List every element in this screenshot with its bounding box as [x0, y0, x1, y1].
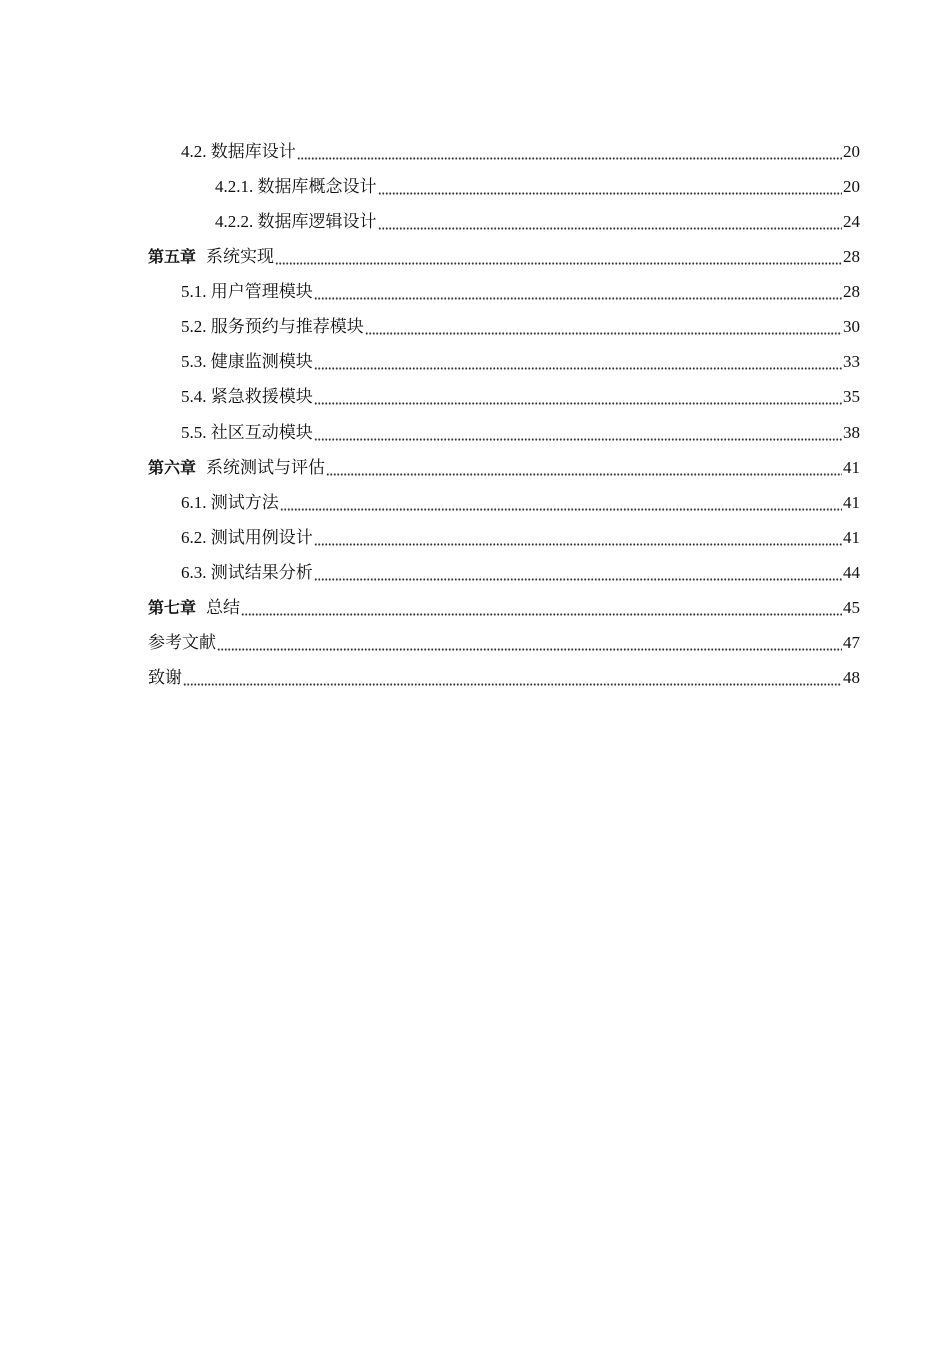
toc-entry-title: 4.2.1. 数据库概念设计: [215, 177, 377, 197]
toc-entry[interactable]: [148, 309, 860, 344]
toc-entry-label: [148, 660, 182, 695]
toc-page-number: 47: [843, 632, 860, 652]
toc-entry-label: [148, 239, 274, 274]
toc-entry-label: [148, 450, 325, 485]
toc-page-number: 45: [843, 597, 860, 617]
dot-leader: [183, 660, 842, 695]
toc-entry-label: [148, 625, 216, 660]
toc-entry-label: [148, 590, 240, 625]
toc-entry-label: [181, 555, 313, 590]
dot-leader: [217, 625, 842, 660]
toc-page-number: 35: [843, 387, 860, 407]
toc-entry[interactable]: [148, 590, 860, 625]
toc-page-number: 20: [843, 142, 860, 162]
toc-entry-title: 6.1. 测试方法: [181, 492, 279, 512]
toc-entry-title: 6.3. 测试结果分析: [181, 562, 313, 582]
toc-entry-label: [181, 134, 296, 169]
toc-entry-title: 总结: [206, 597, 241, 617]
toc-entry[interactable]: [148, 555, 860, 590]
dot-leader: [365, 309, 842, 344]
toc-entry-title: 5.2. 服务预约与推荐模块: [181, 317, 364, 337]
toc-entry-title: 5.3. 健康监测模块: [181, 352, 313, 372]
toc-entry-label: [215, 204, 377, 239]
toc-chapter-number: 第五章: [148, 247, 197, 267]
toc-entry-label: [181, 274, 313, 309]
toc-page-number: 44: [843, 562, 860, 582]
toc-page-number: 24: [843, 212, 860, 232]
toc-page-number: 41: [843, 457, 860, 477]
dot-leader: [378, 204, 843, 239]
toc-page-number: 30: [843, 317, 860, 337]
dot-leader: [314, 344, 842, 379]
toc-entry[interactable]: [148, 415, 860, 450]
dot-leader: [378, 169, 843, 204]
toc-entry[interactable]: [148, 169, 860, 204]
toc-page-number: 48: [843, 667, 860, 687]
toc-entry[interactable]: [148, 485, 860, 520]
toc-page-number: 41: [843, 527, 860, 547]
toc-entry-label: [181, 485, 279, 520]
toc-chapter-number: 第六章: [148, 457, 197, 477]
toc-entry[interactable]: [148, 450, 860, 485]
toc-page-number: 20: [843, 177, 860, 197]
toc-page-number: 41: [843, 492, 860, 512]
dot-leader: [280, 485, 842, 520]
toc-page-number: 28: [843, 282, 860, 302]
toc-entry[interactable]: [148, 344, 860, 379]
toc-entry-title: 致谢: [148, 667, 182, 687]
toc-entry-title: 系统实现: [206, 247, 275, 267]
toc-entry[interactable]: [148, 274, 860, 309]
toc-chapter-number: 第七章: [148, 597, 197, 617]
toc-entry[interactable]: [148, 134, 860, 169]
toc-entry[interactable]: [148, 660, 860, 695]
dot-leader: [275, 239, 842, 274]
toc-entry-label: [181, 520, 313, 555]
table-of-contents: [148, 134, 860, 695]
toc-entry-title: 系统测试与评估: [206, 457, 326, 477]
dot-leader: [314, 415, 842, 450]
dot-leader: [314, 274, 842, 309]
toc-entry-label: [181, 344, 313, 379]
toc-entry-title: 参考文献: [148, 632, 216, 652]
toc-page-number: 33: [843, 352, 860, 372]
toc-page-number: 38: [843, 422, 860, 442]
toc-entry-title: 6.2. 测试用例设计: [181, 527, 313, 547]
toc-entry[interactable]: [148, 625, 860, 660]
dot-leader: [314, 520, 842, 555]
toc-entry-label: [181, 379, 313, 414]
toc-entry[interactable]: [148, 204, 860, 239]
dot-leader: [314, 555, 842, 590]
toc-entry-title: 4.2.2. 数据库逻辑设计: [215, 212, 377, 232]
toc-entry-label: [181, 415, 313, 450]
toc-entry-label: [215, 169, 377, 204]
dot-leader: [297, 134, 842, 169]
toc-entry-label: [181, 309, 364, 344]
toc-entry[interactable]: [148, 239, 860, 274]
toc-entry-title: 5.4. 紧急救援模块: [181, 387, 313, 407]
toc-entry-title: 5.1. 用户管理模块: [181, 282, 313, 302]
dot-leader: [326, 450, 842, 485]
toc-entry[interactable]: [148, 379, 860, 414]
dot-leader: [241, 590, 842, 625]
toc-entry[interactable]: [148, 520, 860, 555]
toc-entry-title: 4.2. 数据库设计: [181, 142, 296, 162]
toc-page-number: 28: [843, 247, 860, 267]
toc-entry-title: 5.5. 社区互动模块: [181, 422, 313, 442]
dot-leader: [314, 379, 842, 414]
